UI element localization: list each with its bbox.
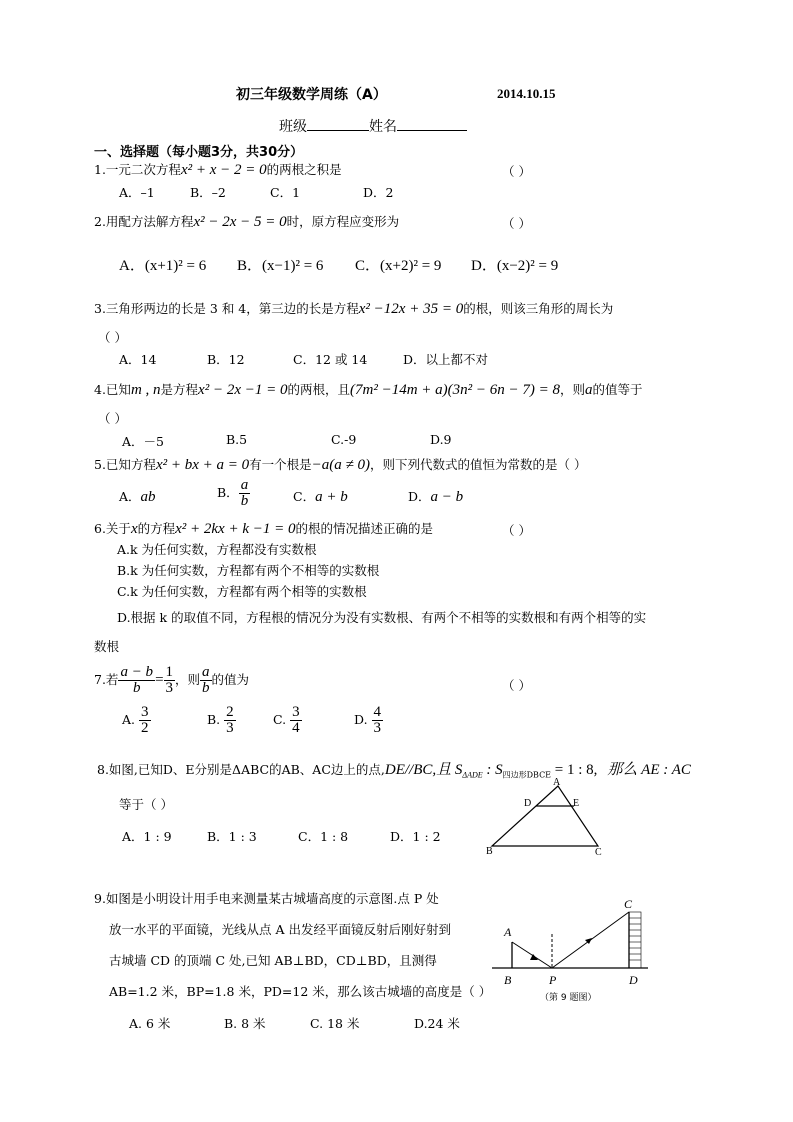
q7-option-c[interactable] (273, 705, 302, 736)
label-d: D (524, 798, 532, 809)
triangle-abc (492, 786, 598, 846)
q7-option-b[interactable] (207, 705, 236, 736)
q1-suffix: 的两根之积是 (266, 162, 342, 177)
q4-var-a: a (585, 382, 593, 398)
exam-date: 2014.10.15 (497, 86, 556, 101)
q5-value-a: ab (140, 489, 156, 505)
q1-text: 1.一元二次方程 (94, 162, 181, 177)
q5-b-num: a (240, 477, 249, 493)
q3-option-d[interactable]: D．以上都不对 (403, 352, 489, 367)
q7-fraction-2 (164, 665, 176, 696)
q9-line1: 9.如图是小明设计用手电来测量某古城墙高度的示意图.点 P 处 (94, 891, 439, 906)
q8-colon: : S (482, 762, 503, 778)
q7-mid: ，则 (175, 672, 201, 687)
q7-option-a[interactable] (122, 705, 151, 736)
q7-c-num: 3 (292, 704, 300, 720)
q8-ratio: = 1 : 8, (551, 762, 598, 778)
student-info-line (279, 116, 467, 136)
q5-suffix: ，则下列代数式的值恒为常数的是 (370, 457, 558, 472)
q7-f2-den: 3 (165, 680, 174, 696)
q1-option-c[interactable]: C．1 (270, 185, 301, 200)
q5-label-b: B． (217, 485, 239, 500)
q7-answer-paren[interactable]: （ ） (502, 678, 531, 693)
q5-label-c: C． (293, 489, 316, 504)
q7-c-den: 4 (292, 720, 300, 736)
q1-equation: x² + x − 2 = 0 (180, 162, 267, 178)
wall-body (629, 912, 641, 968)
q7-f1-num: a − b (120, 664, 154, 680)
q6-text: 6.关于 (94, 521, 131, 536)
q6-option-d[interactable]: D.根据 k 的取值不同，方程根的情况分为没有实数根、有两个不相等的实数根和有两个相等的实 (117, 610, 647, 625)
label-c: C (624, 897, 633, 911)
label-e: E (573, 798, 580, 809)
q5-b-den: b (240, 493, 249, 509)
question-7 (94, 665, 249, 696)
q7-frac-a (139, 705, 151, 736)
q4-mid: 是方程 (160, 382, 199, 397)
q5-equation: x² + bx + a = 0 (155, 457, 250, 473)
q5-option-a[interactable] (119, 487, 156, 506)
q7-frac-d (372, 705, 384, 736)
q6-option-d-cont: 数根 (94, 639, 120, 654)
q4-answer-paren[interactable]: （ ） (98, 411, 127, 426)
q5-option-c[interactable] (293, 487, 348, 506)
q8-text: 8.如图,已知D、E分别是ΔABC的AB、AC边上的点, (97, 762, 385, 777)
q4-option-c[interactable]: C.-9 (331, 432, 357, 447)
q6-equation: x² + 2kx + k −1 = 0 (175, 521, 296, 537)
q3-option-b[interactable]: B．12 (207, 352, 245, 367)
q4-mid2: 的两根，且 (287, 382, 350, 397)
ray-ap (512, 942, 552, 968)
q9-option-d[interactable]: D.24 米 (414, 1016, 460, 1031)
label-d: D (629, 973, 638, 987)
q7-a-den: 2 (141, 720, 149, 736)
q7-fraction-1 (118, 665, 155, 696)
q5-option-b[interactable] (217, 478, 250, 509)
q8-option-d[interactable]: D．1 : 2 (390, 829, 441, 844)
q2-option-a[interactable]: A．(x+1)² = 6 (119, 258, 207, 274)
question-1 (94, 160, 342, 179)
q8-tail: 那么 AE : AC (607, 762, 691, 778)
q6-option-c[interactable]: C.k 为任何实数，方程都有两个相等的实数根 (117, 584, 367, 599)
q5-root: −a(a ≠ 0) (311, 457, 370, 473)
q6-option-b[interactable]: B.k 为任何实数，方程都有两个不相等的实数根 (117, 563, 380, 578)
q3-text: 3.三角形两边的长是 3 和 4，第三边的长是方程 (94, 301, 359, 316)
wall-hatching (629, 918, 641, 960)
q4-option-d[interactable]: D.9 (430, 432, 452, 447)
q7-text: 7.若 (94, 672, 119, 687)
q8-option-a[interactable]: A．1 : 9 (122, 829, 172, 844)
q4-vars: m , n (130, 382, 161, 398)
q9-option-a[interactable]: A. 6 米 (129, 1016, 171, 1031)
q8-option-b[interactable]: B．1 : 3 (207, 829, 257, 844)
q7-frac-b (224, 705, 236, 736)
q3-option-a[interactable]: A．14 (119, 352, 157, 367)
question-4 (94, 380, 643, 399)
class-blank[interactable] (307, 118, 369, 131)
label-a: A (504, 925, 512, 939)
q7-suffix: 的值为 (211, 672, 250, 687)
q5-mid: 有一个根是 (249, 457, 312, 472)
q5-option-d[interactable] (408, 487, 463, 506)
q8-option-c[interactable]: C．1 : 8 (298, 829, 349, 844)
q2-option-c[interactable]: C．(x+2)² = 9 (355, 258, 442, 274)
q4-option-b[interactable]: B.5 (226, 432, 248, 447)
q9-line3: 古城墙 CD 的顶端 C 处,已知 AB⊥BD，CD⊥BD，且测得 (109, 953, 437, 968)
q9-option-c[interactable]: C. 18 米 (310, 1016, 360, 1031)
q7-f1-den: b (133, 680, 141, 696)
q7-equals: = (155, 672, 164, 688)
q7-d-num: 4 (373, 704, 382, 720)
q5-label-a: A． (119, 489, 141, 504)
q7-option-d[interactable] (354, 705, 383, 736)
label-b: B (504, 973, 512, 987)
q7-f3-den: b (202, 680, 210, 696)
q3-answer-paren[interactable]: （ ） (98, 330, 127, 345)
q3-option-c[interactable]: C．12 或 14 (293, 352, 368, 367)
q7-label-a: A. (122, 712, 136, 727)
q3-suffix: 的根，则该三角形的周长为 (463, 301, 614, 316)
q7-label-d: D. (354, 712, 368, 727)
q5-fraction-b (239, 478, 251, 509)
question-5 (94, 455, 587, 474)
q9-line2: 放一水平的平面镜，光线从点 A 出发经平面镜反射后刚好射到 (109, 922, 451, 937)
q2-suffix: 时，原方程应变形为 (286, 214, 400, 229)
q4-text: 4.已知 (94, 382, 131, 397)
q5-text: 5.已知方程 (94, 457, 156, 472)
q8-sub-dbce: 四边形DBCE (502, 770, 552, 780)
q7-b-num: 2 (226, 704, 234, 720)
q8-sub-ade: ΔADE (462, 770, 483, 780)
q2-text: 2.用配方法解方程 (94, 214, 194, 229)
question-2 (94, 212, 399, 231)
section-heading: 一、选择题（每小题3分，共30分） (94, 145, 304, 160)
q5-value-c: a + b (315, 489, 348, 505)
q7-fraction-3 (200, 665, 212, 696)
q7-b-den: 3 (226, 720, 234, 736)
label-p: P (549, 973, 557, 987)
q8-line2[interactable]: 等于（ ） (119, 797, 173, 812)
q6-mid: 的方程 (137, 521, 176, 536)
q1-answer-paren[interactable]: （ ） (502, 164, 531, 179)
q3-equation: x² −12x + 35 = 0 (358, 301, 464, 317)
q8-triangle-figure (482, 776, 612, 856)
label-c: C (595, 847, 602, 856)
q9-option-b[interactable]: B. 8 米 (224, 1016, 266, 1031)
page-title: 初三年级数学周练（A） (236, 87, 387, 103)
q1-option-d[interactable]: D．2 (363, 185, 394, 200)
q2-answer-paren[interactable]: （ ） (502, 216, 531, 231)
q7-label-b: B. (207, 712, 221, 727)
q6-option-a[interactable]: A.k 为任何实数，方程都没有实数根 (117, 542, 317, 557)
class-label: 班级 (279, 119, 307, 135)
q7-frac-c (290, 705, 302, 736)
q4-suffix2: 的值等于 (592, 382, 643, 397)
q8-cond: DE//BC,且 S (384, 762, 463, 778)
q6-suffix: 的根的情况描述正确的是 (295, 521, 434, 536)
q9-wall-figure (488, 894, 653, 1006)
q4-suffix: ，则 (560, 382, 586, 397)
q7-f2-num: 1 (165, 664, 174, 680)
q1-option-b[interactable]: B．–2 (190, 185, 226, 200)
q7-label-c: C. (273, 712, 287, 727)
q4-equation2: (7m² −14m + a)(3n² − 6n − 7) = 8 (350, 382, 560, 398)
q2-equation: x² − 2x − 5 = 0 (193, 214, 287, 230)
q2-option-b[interactable]: B．(x−1)² = 6 (237, 258, 324, 274)
q6-var: x (130, 521, 138, 537)
q5-label-d: D． (408, 489, 431, 504)
q2-option-d[interactable]: D．(x−2)² = 9 (471, 258, 559, 274)
q7-d-den: 3 (373, 720, 382, 736)
q5-answer-paren[interactable]: （ ） (557, 457, 587, 472)
q1-option-a[interactable]: A．–1 (119, 185, 155, 200)
q9-line4: AB=1.2 米，BP=1.8 米，PD=12 米，那么该古城墙的高度是（ ） (109, 984, 492, 999)
q4-equation: x² − 2x −1 = 0 (198, 382, 288, 398)
q6-answer-paren[interactable]: （ ） (502, 523, 531, 538)
name-label: 姓名 (369, 119, 397, 135)
label-b: B (486, 846, 493, 856)
q7-f3-num: a (202, 664, 210, 680)
label-a: A (553, 777, 561, 788)
q4-option-a[interactable]: A．－5 (122, 434, 164, 449)
question-6 (94, 519, 433, 538)
question-3 (94, 299, 613, 318)
figure-caption: （第 9 题图） (540, 993, 597, 1003)
q7-a-num: 3 (141, 704, 149, 720)
q5-value-d: a − b (430, 489, 464, 505)
name-blank[interactable] (397, 118, 467, 131)
